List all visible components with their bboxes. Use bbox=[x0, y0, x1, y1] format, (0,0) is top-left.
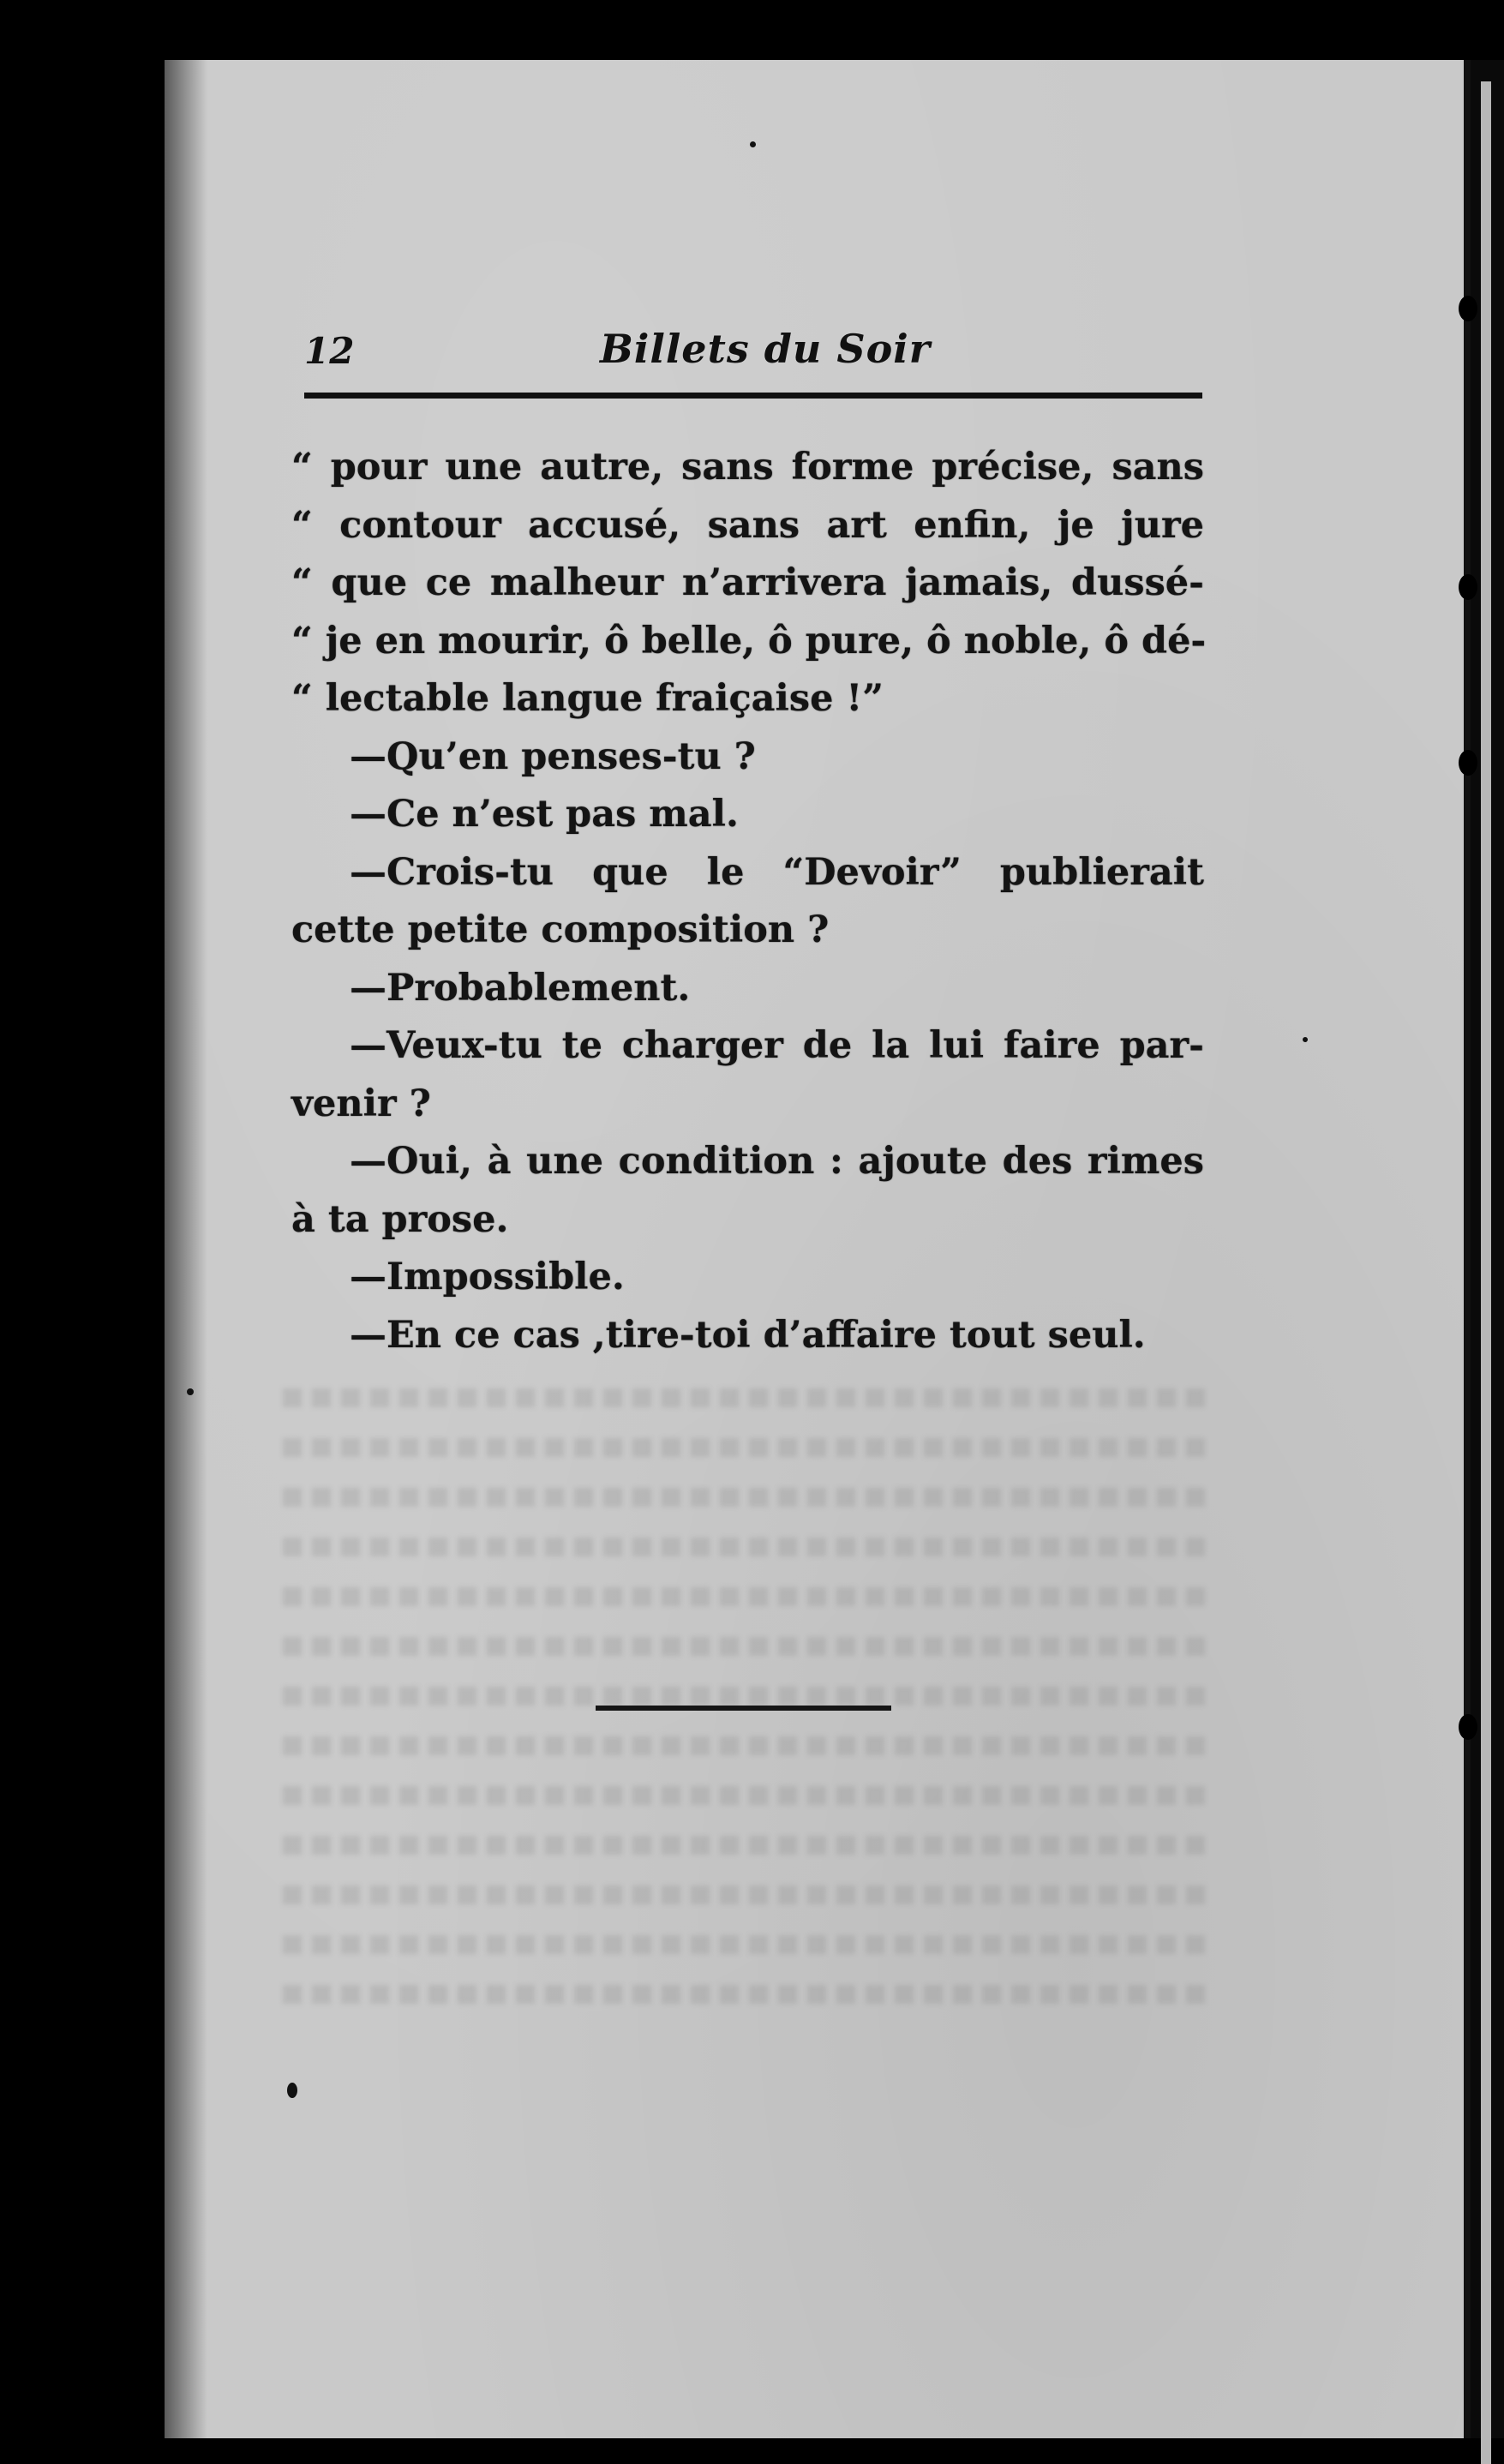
text-line: —Qu’en penses-tu ? bbox=[350, 734, 756, 778]
bleed-line bbox=[283, 1935, 1208, 1954]
text-line: —Ce n’est pas mal. bbox=[350, 793, 739, 836]
header-rule bbox=[304, 393, 1202, 399]
running-title: Billets du Soir bbox=[600, 326, 931, 372]
page-number: 12 bbox=[304, 330, 355, 372]
reverse-side-bleed-through bbox=[283, 1388, 1208, 2057]
text-line: —Impossible. bbox=[350, 1256, 625, 1298]
bleed-line bbox=[283, 1736, 1208, 1755]
running-header bbox=[304, 326, 1200, 386]
binding-line bbox=[1464, 60, 1471, 2438]
text-line: —Veux-tu te charger de la lui faire par- bbox=[350, 1024, 1204, 1067]
binding-stitch bbox=[1459, 1714, 1477, 1740]
bleed-line bbox=[283, 1985, 1208, 2004]
text-line: “ lectable langue fraiçaise !” bbox=[291, 677, 884, 720]
bleed-line bbox=[283, 1438, 1208, 1457]
text-line: “ je en mourir, ô belle, ô pure, ô noble, ô dé- bbox=[291, 619, 1207, 662]
next-page-edge bbox=[1481, 81, 1491, 2464]
text-line: —Oui, à une condition : ajoute des rimes bbox=[350, 1140, 1204, 1183]
text-line: —En ce cas ,tire-toi d’affaire tout seul. bbox=[350, 1313, 1146, 1357]
bleed-line bbox=[283, 1637, 1208, 1656]
bleed-line bbox=[283, 1786, 1208, 1805]
text-line: “ contour accusé, sans art enfin, je jure bbox=[291, 503, 1204, 547]
bleed-line bbox=[283, 1836, 1208, 1855]
bleed-line bbox=[283, 1488, 1208, 1507]
text-line: —Probablement. bbox=[350, 966, 691, 1010]
scan-speck bbox=[750, 141, 756, 147]
bleed-line bbox=[283, 1587, 1208, 1606]
text-line: —Crois-tu que le “Devoir” publierait bbox=[350, 850, 1204, 894]
bleed-line bbox=[283, 1538, 1208, 1556]
binding-stitch bbox=[1459, 574, 1477, 600]
binding-stitch bbox=[1459, 750, 1477, 776]
text-line: venir ? bbox=[291, 1082, 431, 1125]
text-line: “ que ce malheur n’arrivera jamais, dussé- bbox=[291, 561, 1204, 604]
bleed-line bbox=[283, 1388, 1208, 1407]
scan-speck bbox=[1303, 1037, 1308, 1042]
text-line: “ pour une autre, sans forme précise, sans bbox=[291, 446, 1204, 489]
bleed-line bbox=[283, 1885, 1208, 1904]
body-text bbox=[291, 439, 1207, 1364]
scan-speck bbox=[187, 1388, 194, 1395]
text-line: cette petite composition ? bbox=[291, 908, 830, 951]
bleed-line bbox=[283, 1687, 1208, 1706]
section-end-rule bbox=[596, 1706, 891, 1711]
binding-stitch bbox=[1459, 296, 1477, 321]
scan-speck bbox=[287, 2083, 297, 2098]
binding-shadow bbox=[165, 60, 207, 2438]
text-line: à ta prose. bbox=[291, 1197, 509, 1241]
